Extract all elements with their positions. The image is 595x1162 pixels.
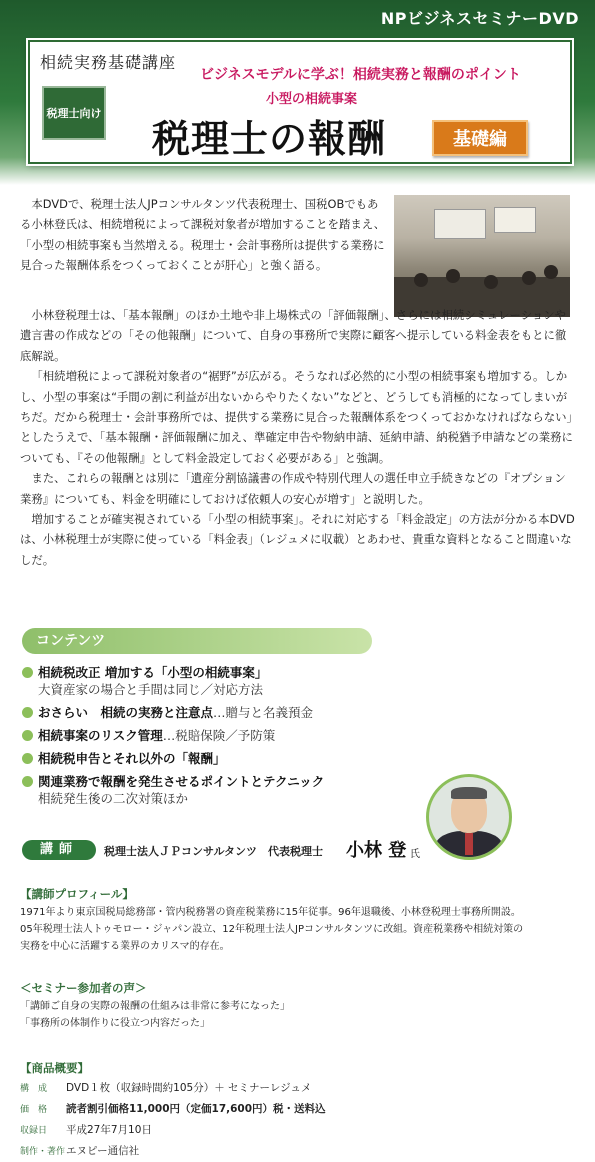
photo-person [484,275,498,289]
profile-heading: 【講師プロフィール】 [20,887,134,901]
main-title: 税理士の報酬 [152,116,387,161]
photo-person [446,269,460,283]
lecturer-name: 小林 登 [346,840,407,861]
photo-person [414,273,428,287]
contents-item [22,727,422,744]
spec-key: 収録日 [20,1126,48,1136]
bullet-icon [22,776,33,787]
bullet-icon [22,730,33,741]
spec-row [20,1120,326,1141]
contents-heading: コンテンツ [22,628,372,654]
portrait-hair [451,787,487,799]
contents-item-sub: …税賠保険／予防策 [162,728,276,743]
contents-item [22,773,422,807]
contents-item-sub: 相続発生後の二次対策ほか [38,791,189,806]
portrait-tie [465,833,473,855]
lecturer-honorific: 氏 [410,849,420,860]
voices-text [20,998,580,1032]
spec-value: DVD１枚（収録時間約105分）＋ セミナーレジュメ [66,1082,312,1094]
spec-value: エヌピー通信社 [66,1145,140,1157]
voices-heading: ＜セミナー参加者の声＞ [20,981,147,995]
spec-row [20,1078,326,1099]
photo-screen [434,209,486,239]
edition-badge: 基礎編 [432,120,528,156]
contents-item-title: 関連業務で報酬を発生させるポイントとテクニック [38,774,325,789]
spec-row [20,1141,326,1162]
photo-person [544,265,558,279]
body-paragraph-1: 本DVDで、税理士法人JPコンサルタンツ代表税理士、国税OBでもある小林登氏は、相続増税によって課税対象者が増加することを踏まえ、「小型の相続事案も当然増える。税理士・会計事務所は提供する業務に見合った報酬体系をつくっておくことが肝心」と強く語る。 [20,197,386,273]
spec-value: 平成27年7月10日 [66,1124,152,1136]
product-spec [20,1078,326,1162]
bullet-icon [22,753,33,764]
spec-row [20,1099,326,1120]
contents-item [22,704,422,721]
title-box [28,40,572,164]
profile-line: 05年税理士法人トゥモロー・ジャパン設立、12年税理士法人JPコンサルタンツに改組。資産税業務や相続対策の [20,924,524,935]
photo-screen-2 [494,207,536,233]
body-paragraph-5: 増加することが確実視されている「小型の相続事案」。それに対応する「料金設定」の方法が分かる本DVDは、小林税理士が実際に使っている「料金表」（レジュメに収載）とあわせ、貴重な資料となること間違いなしだ。 [20,512,575,567]
contents-item-title: 相続事案のリスク管理 [38,728,163,743]
profile-line: 1971年より東京国税局総務部・管内税務署の資産税業務に15年従事。96年退職後、小林登税理士事務所開設。 [20,907,521,918]
lecturer-org: 税理士法人ＪＰコンサルタンツ 代表税理士 [104,845,324,858]
photo-person [522,271,536,285]
audience-badge: 税理士向け [42,86,106,140]
body-paragraph-4: また、これらの報酬とは別に「遺産分割協議書の作成や特別代理人の選任申立手続きなどの『オプション業務』についても、料金を明確にしておけば依頼人の安心が増す」と説明した。 [20,471,566,506]
spec-key: 制作・著作 [20,1147,66,1157]
lecturer-tag: 講師 [22,840,96,860]
intro-paragraph [20,194,386,276]
contents-item-title: 相続税改正 増加する「小型の相続事案」 [38,665,268,680]
profile-line: 実務を中心に活躍する業界のカリスマ的存在。 [20,941,230,952]
body-text [20,305,575,570]
bullet-icon [22,707,33,718]
voice-line: 「講師ご自身の実際の報酬の仕組みは非常に参考になった」 [20,1001,290,1012]
contents-item-title: 相続税申告とそれ以外の「報酬」 [38,751,226,766]
voice-line: 「事務所の体制作りに役立つ内容だった」 [20,1018,210,1029]
subtitle: 小型の相続事案 [266,92,358,107]
spec-key: 価 格 [20,1105,48,1115]
course-name: 相続実務基礎講座 [40,53,177,72]
contents-item [22,750,422,767]
tagline: ビジネスモデルに学ぶ！相続実務と報酬のポイント [200,67,521,83]
seminar-photo [394,195,570,317]
product-heading: 【商品概要】 [20,1061,89,1075]
contents-list [22,664,422,813]
contents-item-title: おさらい 相続の実務と注意点 [38,705,214,720]
series-title: NPビジネスセミナーDVD [380,9,579,28]
contents-item-sub: 大資産家の場合と手間は同じ／対応方法 [38,682,264,697]
lecturer-portrait [426,774,512,860]
spec-value: 読者割引価格11,000円（定価17,600円）税・送料込 [66,1103,326,1115]
bullet-icon [22,667,33,678]
contents-item-sub: …贈与と名義預金 [213,705,314,720]
spec-key: 構 成 [20,1084,48,1094]
profile-text [20,904,580,955]
body-paragraph-2: 小林登税理士は、「基本報酬」のほか土地や非上場株式の「評価報酬」、さらには相続シミュレーションや遺言書の作成などの「その他報酬」について、自身の事務所で実際に顧客へ提示している料金表をもとに徹底解説。 [20,308,567,363]
body-paragraph-3: 「相続増税によって課税対象者の“裾野”が広がる。そうなれば必然的に小型の相続事案も増加する。しかし、小型の事案は“手間の割に利益が出ないからやりたくない”などと、どうしても消極的になってしまいがちだ。だから税理士・会計事務所では、提供する業務に見合った報酬体系をつくっておかなければならない」としたうえで、「基本報酬・評価報酬に加え、準確定申告や物納申請、延納申請、納税猶予申請などの業務についても、『その他報酬』として料金設定しておく必要がある」と強調。 [20,369,573,465]
contents-item [22,664,422,698]
